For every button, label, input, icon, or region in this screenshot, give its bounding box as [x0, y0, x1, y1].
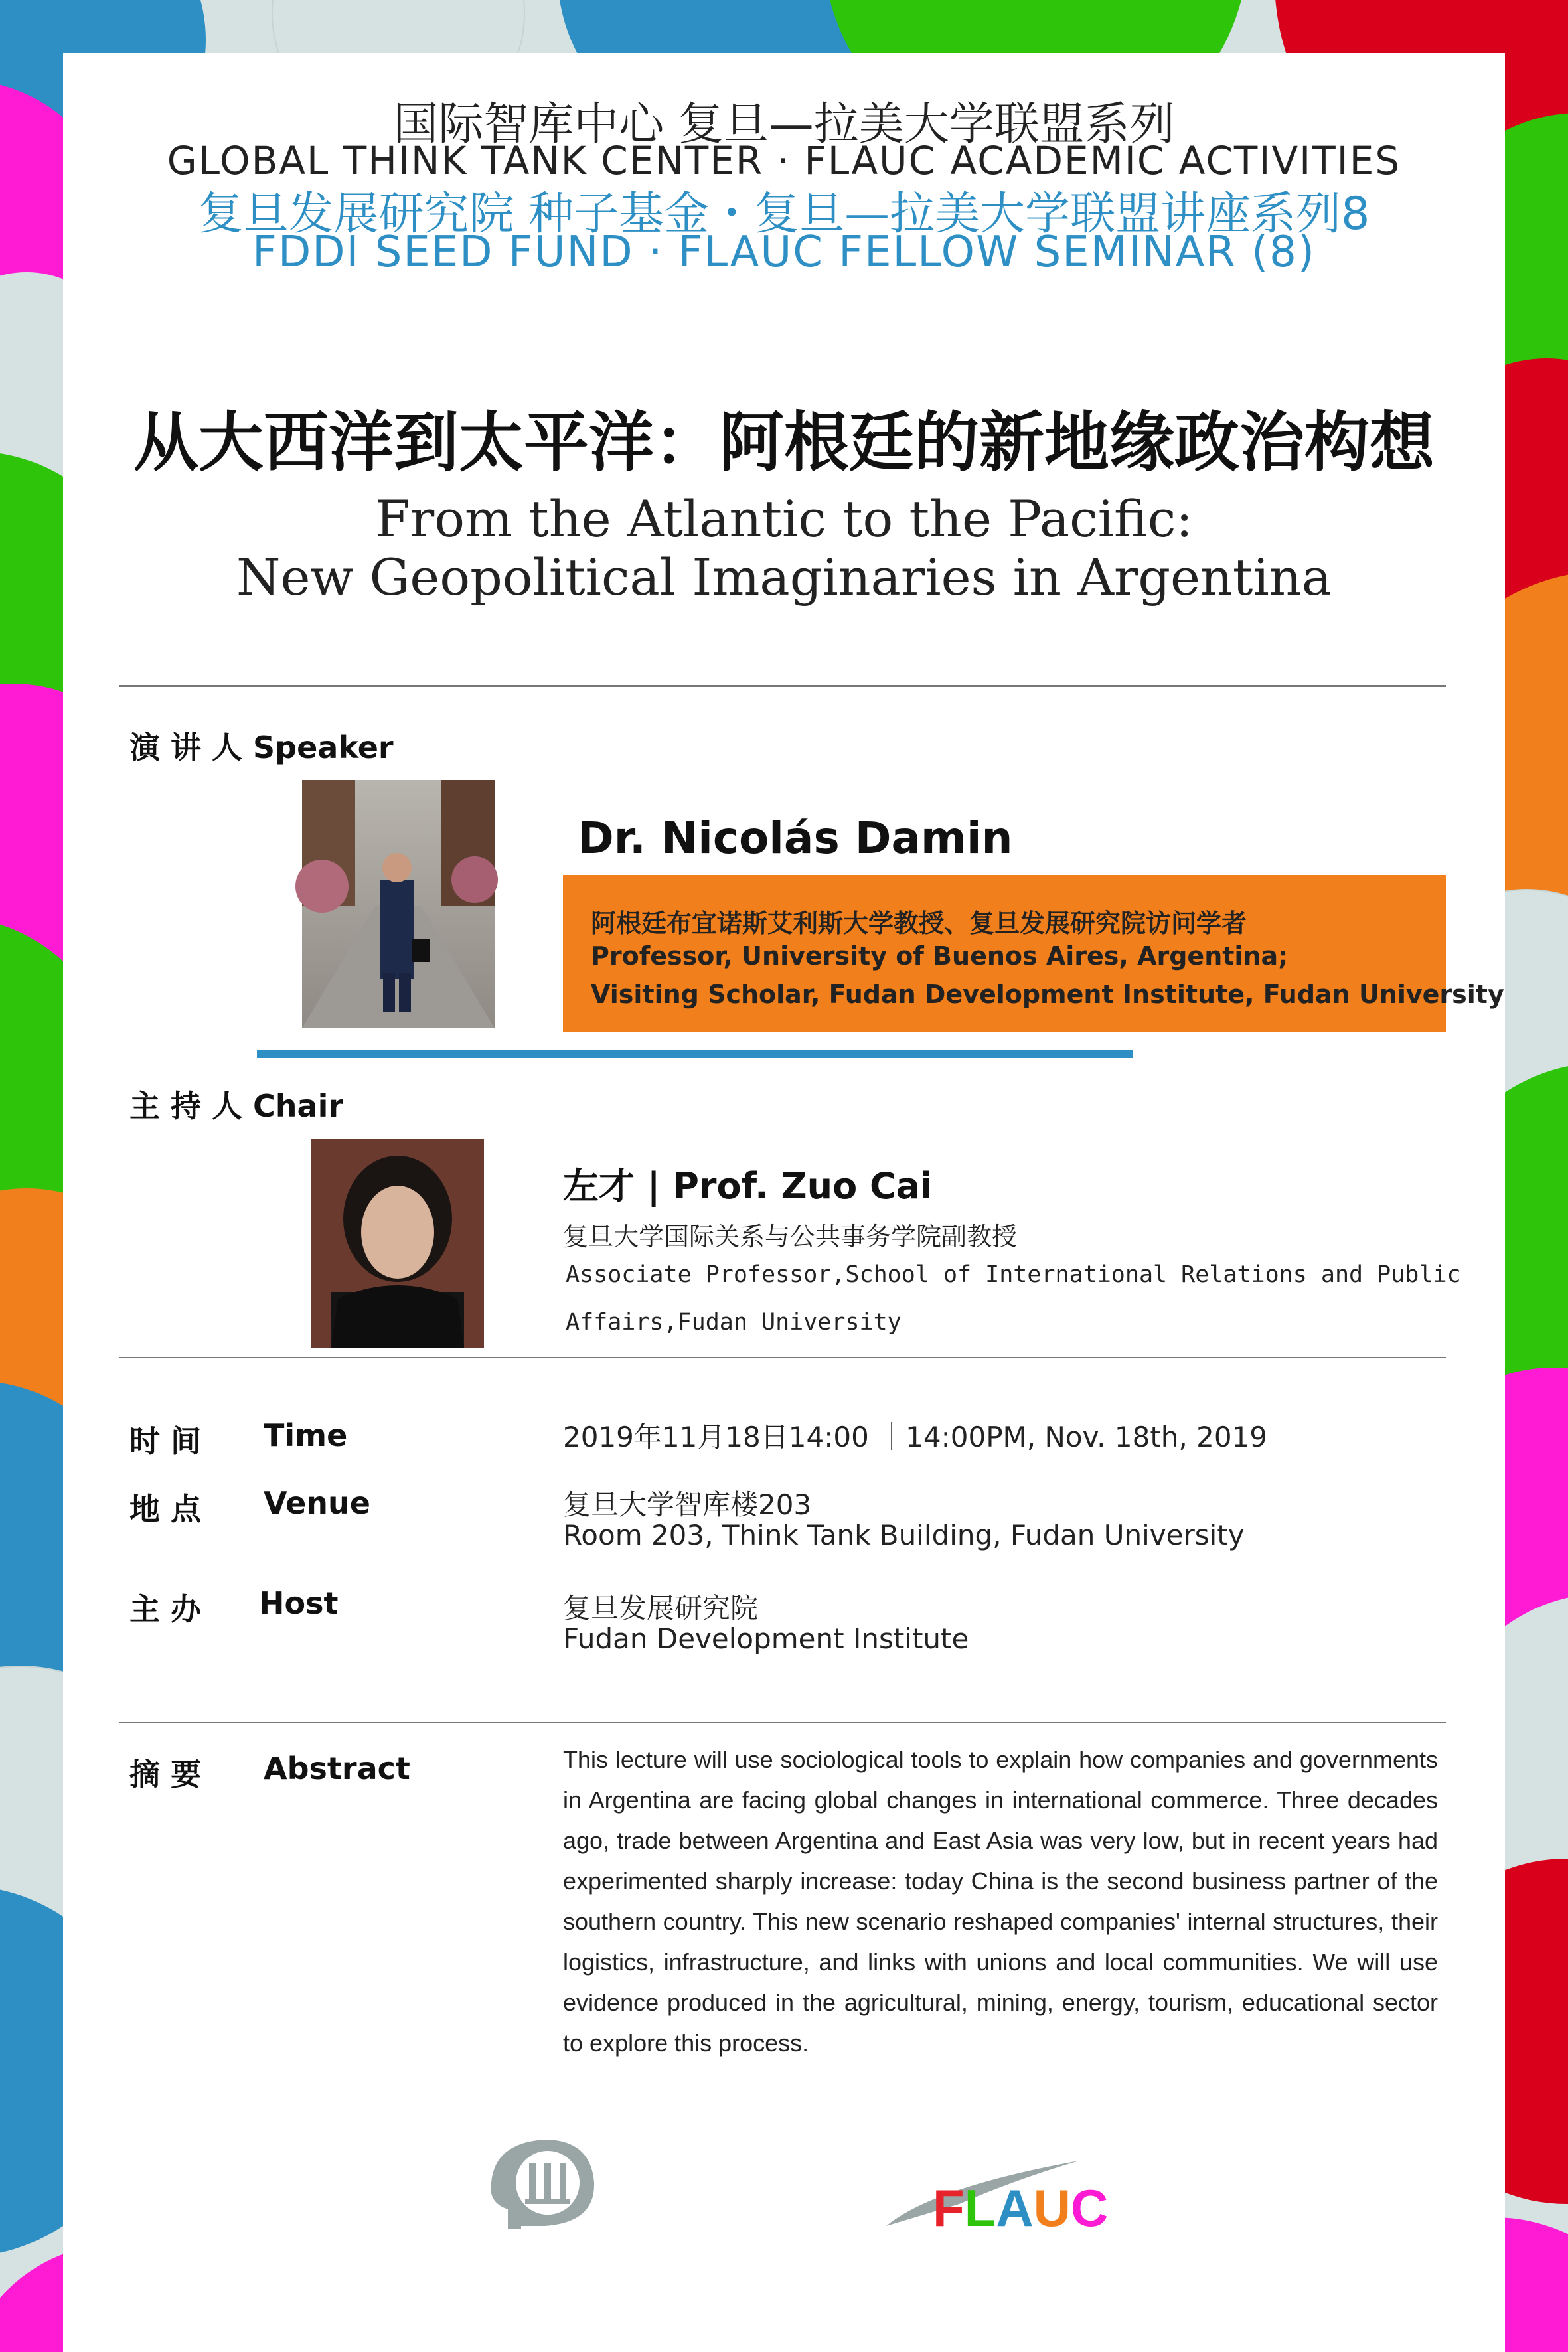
chair-name: 左才 | Prof. Zuo Cai	[563, 1165, 933, 1207]
speaker-name: Dr. Nicolás Damin	[578, 813, 1013, 864]
speaker-photo	[302, 780, 495, 1028]
host-en: Fudan Development Institute	[563, 1622, 969, 1655]
time-value: 2019年11月18日14:00 ｜14:00PM, Nov. 18th, 2019	[563, 1421, 1267, 1453]
venue-label-en: Venue	[264, 1485, 370, 1521]
venue-label: 地 点	[129, 1491, 202, 1527]
speaker-affiliation-en-2: Visiting Scholar, Fudan Development Institute, Fudan University	[591, 980, 1504, 1009]
venue-zh: 复旦大学智库楼203	[563, 1488, 812, 1521]
lecture-title-zh: 从大西洋到太平洋：阿根廷的新地缘政治构想	[133, 405, 1435, 481]
speaker-affiliation-en-1: Professor, University of Buenos Aires, Argentina;	[591, 941, 1289, 971]
chair-photo	[311, 1139, 484, 1348]
speaker-label: 演 讲 人 Speaker	[129, 730, 394, 765]
chair-label: 主 持 人 Chair	[129, 1088, 344, 1124]
host-label: 主 办	[129, 1591, 202, 1627]
chair-affiliation-en-1: Associate Professor,School of International Relations and Public	[566, 1261, 1461, 1288]
lecture-title-en-line1: From the Atlantic to the Pacific:	[375, 489, 1193, 548]
divider	[119, 1722, 1446, 1723]
seminar-series-en: FDDI SEED FUND · FLAUC FELLOW SEMINAR (8)	[252, 228, 1316, 277]
chair-affiliation-zh: 复旦大学国际关系与公共事务学院副教授	[563, 1222, 1018, 1251]
abstract-text: This lecture will use sociological tools to explain how companies and governments in Argentina are facing global changes in international commerce. Three decades ago, trade between Argentina and East Asia was very low, but in recent years had experimented sharply increase: today China is the second business partner of the southern country. This new scenario reshaped companies' internal structures, their logistics, infrastructure, and links with unions and local communities. We will use evidence produced in the agricultural, mining, energy, tourism, educational sector to explore this process.	[563, 1746, 1438, 2057]
lecture-title-en-line2: New Geopolitical Imaginaries in Argentina	[236, 548, 1332, 607]
flauc-logo	[880, 2148, 1109, 2237]
abstract-label: 摘 要	[129, 1757, 202, 1792]
section-accent-bar	[257, 1050, 1133, 1058]
abstract-label-en: Abstract	[264, 1751, 410, 1786]
svg-text:FLAUC: FLAUC	[933, 2179, 1109, 2237]
host-zh: 复旦发展研究院	[563, 1592, 759, 1624]
fddi-logo-icon	[481, 2130, 607, 2236]
speaker-affiliation-box	[563, 875, 1504, 1032]
chair-affiliation-en-2: Affairs,Fudan University	[566, 1309, 902, 1336]
speaker-affiliation-zh: 阿根廷布宜诺斯艾利斯大学教授、复旦发展研究院访问学者	[591, 909, 1247, 938]
series-title-zh: 国际智库中心 复旦—拉美大学联盟系列	[393, 98, 1175, 151]
time-label: 时 间	[129, 1423, 202, 1459]
venue-en: Room 203, Think Tank Building, Fudan University	[563, 1519, 1245, 1551]
divider	[119, 685, 1446, 687]
time-label-en: Time	[264, 1417, 348, 1453]
host-label-en: Host	[259, 1585, 339, 1621]
divider	[119, 1357, 1446, 1358]
seminar-series-zh: 复旦发展研究院 种子基金・复旦—拉美大学联盟讲座系列8	[198, 188, 1370, 240]
series-title-en: GLOBAL THINK TANK CENTER · FLAUC ACADEMIC ACTIVITIES	[167, 138, 1401, 183]
